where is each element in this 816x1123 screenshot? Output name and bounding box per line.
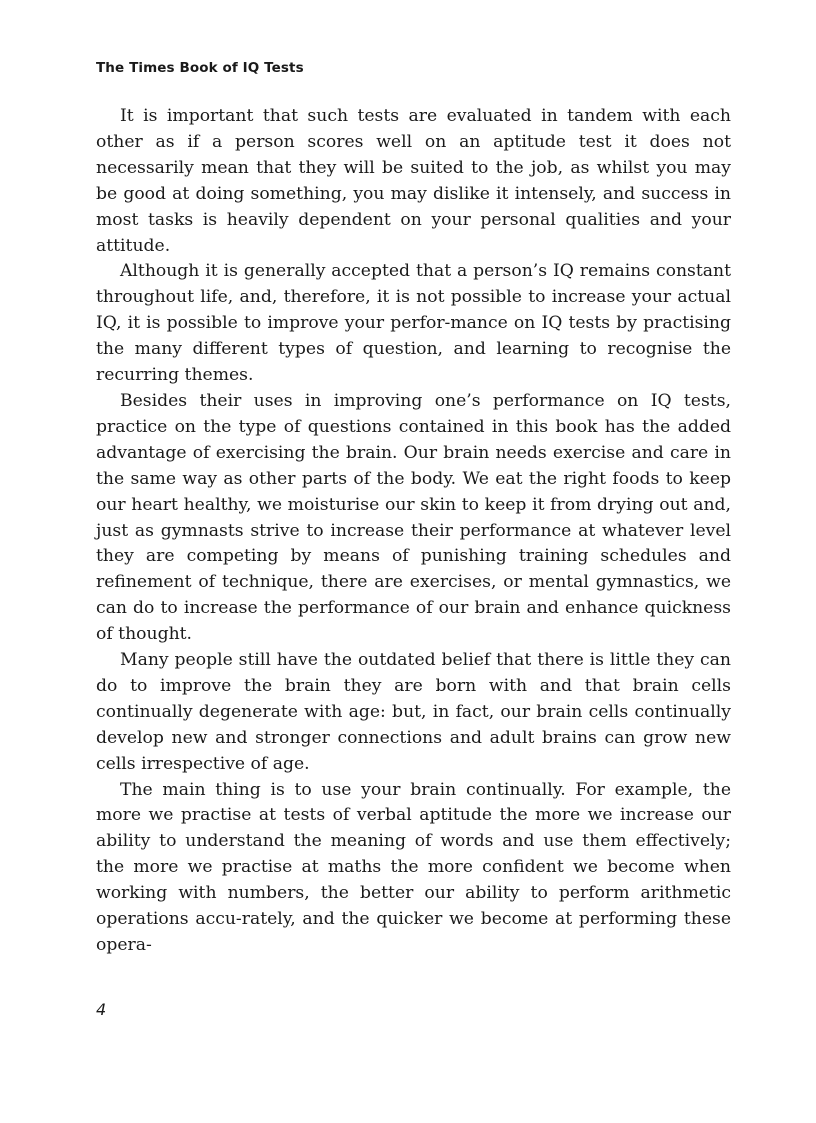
body-text bbox=[96, 104, 731, 959]
paragraph-4: Many people still have the outdated belief that there is little they can do to improve the brain they are born with and that brain cells continually degenerate with age: but, in fact, our brain cells continually develop new and stronger connections and adult brains can grow new cells irrespective of age. bbox=[96, 650, 731, 774]
page-number: 4 bbox=[96, 1000, 107, 1019]
paragraph-2: Although it is generally accepted that a person’s IQ remains constant throughout life, and, therefore, it is not possible to increase your actual IQ, it is possible to improve your perfor-mance on IQ tests by practising the many different types of question, and learning to recognise the recurring themes. bbox=[96, 261, 731, 386]
paragraph-5: The main thing is to use your brain continually. For example, the more we practise at tests of verbal aptitude the more we increase our ability to understand the meaning of words and use them effectively; the more we practise at maths the more confident we become when working with numbers, the better our ability to perform arithmetic operations accu-rately, and the quicker we become at performing these opera- bbox=[96, 779, 731, 955]
paragraph-3: Besides their uses in improving one’s performance on IQ tests, practice on the type of questions contained in this book has the added advantage of exercising the brain. Our brain needs exercise and care in the same way as other parts of the body. We eat the right foods to keep our heart healthy, we moisturise our skin to keep it from drying out and, just as gymnasts strive to increase their performance at whatever level they are competing by means of punishing training schedules and refinement of technique, there are exercises, or mental gymnastics, we can do to increase the performance of our brain and enhance quickness of thought. bbox=[96, 390, 731, 645]
running-head: The Times Book of IQ Tests bbox=[96, 60, 304, 76]
paragraph-1: It is important that such tests are evaluated in tandem with each other as if a person scores well on an aptitude test it does not necessarily mean that they will be suited to the job, as whilst you may be good at doing something, you may dislike it intensely, and success in most tasks is heavily dependent on your personal qualities and your attitude. bbox=[96, 106, 731, 256]
